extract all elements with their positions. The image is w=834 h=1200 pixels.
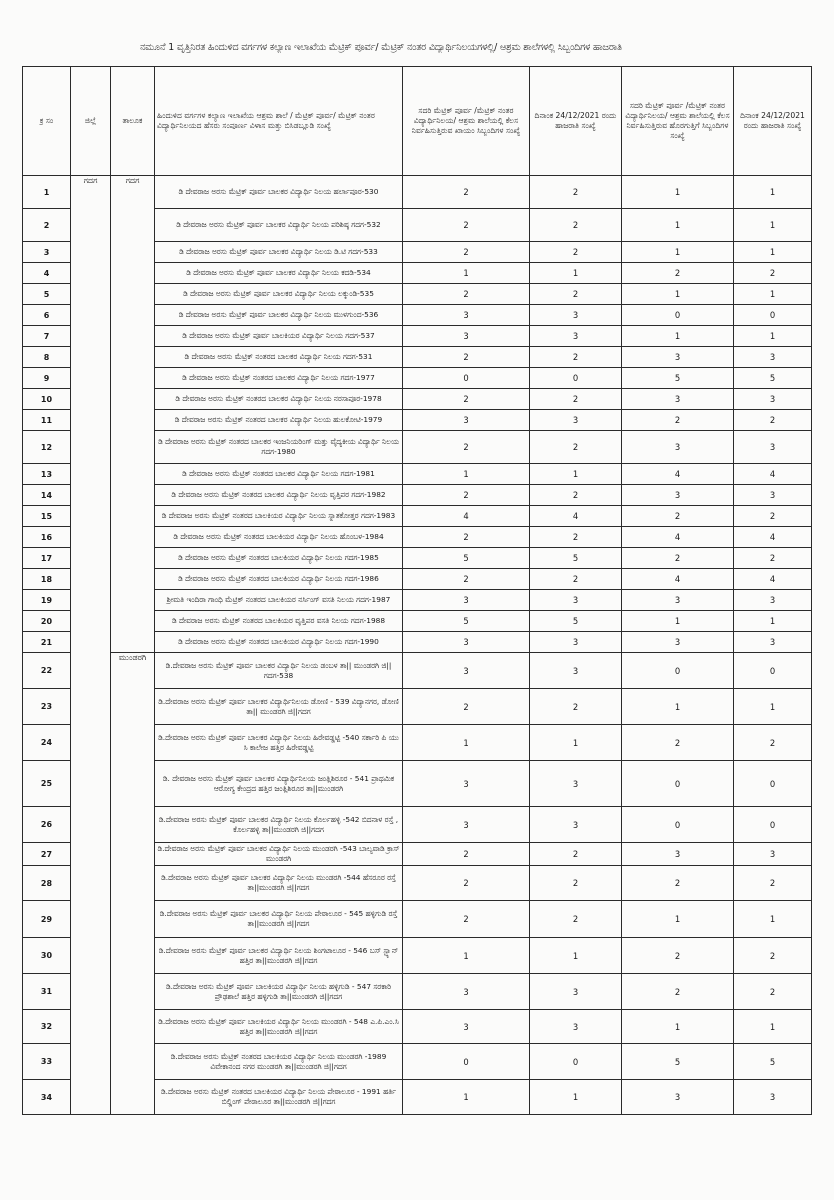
cell-permanent-staff: 1 <box>403 1080 530 1115</box>
cell-permanent-attendance: 2 <box>530 209 622 242</box>
cell-outsourced-attendance: 2 <box>734 506 812 527</box>
cell-permanent-staff: 0 <box>403 1044 530 1080</box>
cell-taluk: ಮುಂಡರಗಿ <box>111 653 155 1115</box>
document-title: ನಮೂನೆ 1 ವೃತ್ತಿನಿರತ ಹಿಂದುಳಿದ ವರ್ಗಗಳ ಕಲ್ಯಾಣ ಇಲಾಖೆಯ ಮೆಟ್ರಿಕ್ ಪೂರ್ವ/ ಮೆಟ್ರಿಕ್ ನಂತರ ವಿದ್ಯಾರ್ಥಿನಿಲಯಗಳಲ್ಲಿ/ ಆಶ್ರಮ ಶಾಲೆಗಳಲ್ಲಿ ಸಿಬ್ಬಂದಿಗಳ ಹಾಜರಾತಿ <box>140 42 622 53</box>
cell-permanent-attendance: 3 <box>530 590 622 611</box>
cell-hostel-name: ಡಿ.ದೇವರಾಜ ಅರಸು ಮೆಟ್ರಿಕ್ ನಂತರದ ಬಾಲಕಿಯರ ವಿದ್ಯಾರ್ಥಿ ನಿಲಯ ಮುಂಡರಗಿ -1989 ವಿವೇಕಾನಂದ ನಗರ ಮುಂಡರಗಿ ತಾ||ಮುಂಡರಗಿ ಜಿ||ಗದಗ <box>155 1044 403 1080</box>
cell-permanent-attendance: 4 <box>530 506 622 527</box>
cell-sl-no: 29 <box>23 901 71 938</box>
cell-outsourced-staff: 2 <box>622 548 734 569</box>
cell-outsourced-staff: 1 <box>622 901 734 938</box>
cell-hostel-name: ಡಿ.ದೇವರಾಜ ಅರಸು ಮೆಟ್ರಿಕ್ ಪೂರ್ವ ಬಾಲಕರ ವಿದ್ಯಾರ್ಥಿ ನಿಲಯ ಡಂಬಳ ತಾ|| ಮುಂಡರಗಿ ಜಿ||ಗದಗ-538 <box>155 653 403 689</box>
cell-permanent-attendance: 1 <box>530 938 622 974</box>
cell-permanent-staff: 2 <box>403 901 530 938</box>
cell-permanent-staff: 1 <box>403 263 530 284</box>
cell-permanent-attendance: 2 <box>530 527 622 548</box>
header-taluk: ತಾಲೂಕ <box>111 67 155 176</box>
cell-hostel-name: ಡಿ ದೇವರಾಜ ಅರಸು ಮೆಟ್ರಿಕ್ ನಂತರದ ಬಾಲಕಿಯರ ವಿದ್ಯಾರ್ಥಿ ನಿಲಯ ಗದಗ-1986 <box>155 569 403 590</box>
attendance-table <box>22 66 812 1115</box>
cell-sl-no: 23 <box>23 689 71 725</box>
table-row <box>23 653 812 689</box>
cell-permanent-attendance: 2 <box>530 242 622 263</box>
cell-outsourced-staff: 5 <box>622 1044 734 1080</box>
cell-hostel-name: ಡಿ ದೇವರಾಜ ಅರಸು ಮೆಟ್ರಿಕ್ ಪೂರ್ವ ಬಾಲಕರ ವಿದ್ಯಾರ್ಥಿ ನಿಲಯ ಕದಡಿ-534 <box>155 263 403 284</box>
cell-permanent-staff: 3 <box>403 632 530 653</box>
cell-outsourced-staff: 3 <box>622 590 734 611</box>
cell-sl-no: 34 <box>23 1080 71 1115</box>
cell-permanent-staff: 3 <box>403 590 530 611</box>
cell-hostel-name: ಶ್ರೀಮತಿ ಇಂದಿರಾ ಗಾಂಧಿ ಮೆಟ್ರಿಕ್ ನಂತರದ ಬಾಲಕಿಯರ ನರ್ಸಿಂಗ್ ವಸತಿ ನಿಲಯ ಗದಗ-1987 <box>155 590 403 611</box>
cell-outsourced-staff: 4 <box>622 527 734 548</box>
table-row <box>23 176 812 209</box>
cell-permanent-staff: 2 <box>403 347 530 368</box>
cell-permanent-attendance: 0 <box>530 1044 622 1080</box>
cell-permanent-staff: 2 <box>403 866 530 901</box>
cell-hostel-name: ಡಿ ದೇವರಾಜ ಅರಸು ಮೆಟ್ರಿಕ್ ನಂತರದ ಬಾಲಕರ ವಿದ್ಯಾರ್ಥಿ ನಿಲಯ ಗದಗ-1977 <box>155 368 403 389</box>
cell-permanent-staff: 2 <box>403 284 530 305</box>
cell-hostel-name: ಡಿ ದೇವರಾಜ ಅರಸು ಮೆಟ್ರಿಕ್ ಪೂರ್ವ ಬಾಲಕರ ವಿದ್ಯಾರ್ಥಿ ನಿಲಯ ಮುಳಗುಂದ-536 <box>155 305 403 326</box>
cell-outsourced-attendance: 2 <box>734 938 812 974</box>
cell-sl-no: 11 <box>23 410 71 431</box>
cell-outsourced-staff: 5 <box>622 368 734 389</box>
cell-outsourced-attendance: 1 <box>734 689 812 725</box>
cell-outsourced-attendance: 3 <box>734 590 812 611</box>
cell-permanent-attendance: 2 <box>530 485 622 506</box>
cell-sl-no: 8 <box>23 347 71 368</box>
cell-permanent-attendance: 3 <box>530 632 622 653</box>
cell-sl-no: 30 <box>23 938 71 974</box>
cell-outsourced-staff: 1 <box>622 209 734 242</box>
cell-permanent-attendance: 5 <box>530 548 622 569</box>
cell-taluk: ಗದಗ <box>111 176 155 653</box>
cell-sl-no: 17 <box>23 548 71 569</box>
cell-outsourced-attendance: 5 <box>734 368 812 389</box>
cell-outsourced-attendance: 4 <box>734 464 812 485</box>
cell-hostel-name: ಡಿ.ದೇವರಾಜ ಅರಸು ಮೆಟ್ರಿಕ್ ಪೂರ್ವ ಬಾಲಕರ ವಿದ್ಯಾರ್ಥಿ ನಿಲಯ ಮುಂಡರಗಿ -544 ಹೆಸರೂರ ರಸ್ತೆ ತಾ||ಮುಂಡರಗಿ ಜಿ||ಗದಗ <box>155 866 403 901</box>
cell-permanent-attendance: 1 <box>530 263 622 284</box>
cell-permanent-staff: 2 <box>403 485 530 506</box>
cell-hostel-name: ಡಿ ದೇವರಾಜ ಅರಸು ಮೆಟ್ರಿಕ್ ನಂತರದ ಬಾಲಕರ ವಿದ್ಯಾರ್ಥಿ ನಿಲಯ ವೃತ್ತಿಪರ ಗದಗ-1982 <box>155 485 403 506</box>
cell-sl-no: 19 <box>23 590 71 611</box>
cell-outsourced-staff: 2 <box>622 974 734 1010</box>
cell-hostel-name: ಡಿ.ದೇವರಾಜ ಅರಸು ಮೆಟ್ರಿಕ್ ಪೂರ್ವ ಬಾಲಕಿಯರ ವಿದ್ಯಾರ್ಥಿ ನಿಲಯ ಹಳ್ಳಿಗುಡಿ - 547 ಸರಕಾರಿ ಪ್ರೌಢಶಾಲೆ ಹತ್ತಿರ ಹಳ್ಳಿಗುಡಿ ತಾ||ಮುಂಡರಗಿ ಜಿ||ಗದಗ <box>155 974 403 1010</box>
cell-sl-no: 31 <box>23 974 71 1010</box>
cell-hostel-name: ಡಿ.ದೇವರಾಜ ಅರಸು ಮೆಟ್ರಿಕ್ ಪೂರ್ವ ಬಾಲಕರ ವಿದ್ಯಾರ್ಥಿ ನಿಲಯ ಶಿಂಗಟಾಲೂರ - 546 ಬಸ್ ಸ್ಟ್ಯಾನ್ ಹತ್ತಿರ ತಾ||ಮುಂಡರಗಿ ಜಿ||ಗದಗ <box>155 938 403 974</box>
cell-permanent-attendance: 2 <box>530 569 622 590</box>
cell-permanent-staff: 3 <box>403 326 530 347</box>
cell-sl-no: 26 <box>23 807 71 843</box>
cell-permanent-attendance: 3 <box>530 326 622 347</box>
cell-outsourced-staff: 1 <box>622 176 734 209</box>
cell-outsourced-staff: 2 <box>622 410 734 431</box>
cell-permanent-staff: 3 <box>403 305 530 326</box>
cell-permanent-staff: 3 <box>403 761 530 807</box>
header-outsourced-attendance: ದಿನಾಂಕ 24/12/2021 ರಂದು ಹಾಜರಾತಿ ಸಂಖ್ಯೆ <box>734 67 812 176</box>
cell-outsourced-staff: 1 <box>622 1010 734 1044</box>
cell-permanent-attendance: 3 <box>530 305 622 326</box>
cell-permanent-attendance: 3 <box>530 1010 622 1044</box>
cell-outsourced-staff: 4 <box>622 569 734 590</box>
cell-hostel-name: ಡಿ ದೇವರಾಜ ಅರಸು ಮೆಟ್ರಿಕ್ ನಂತರದ ಬಾಲಕರ ವಿದ್ಯಾರ್ಥಿ ನಿಲಯ ಗದಗ-1981 <box>155 464 403 485</box>
cell-permanent-attendance: 3 <box>530 410 622 431</box>
cell-sl-no: 6 <box>23 305 71 326</box>
cell-hostel-name: ಡಿ.ದೇವರಾಜ ಅರಸು ಮೆಟ್ರಿಕ್ ಪೂರ್ವ ಬಾಲಕರ ವಿದ್ಯಾರ್ಥಿ ನಿಲಯ ಮುಂಡರಗಿ -543 ಬಾಲ್ಯವಾಡಿ ಕ್ರಾಸ್ ಮುಂಡರಗಿ <box>155 843 403 866</box>
cell-hostel-name: ಡಿ.ದೇವರಾಜ ಅರಸು ಮೆಟ್ರಿಕ್ ನಂತರದ ಬಾಲಕಿಯರ ವಿದ್ಯಾರ್ಥಿ ನಿಲಯ ಪೇಠಾಲೂರ - 1991 ಹರ್ತಿ ಬಿಲ್ಡಿಂಗ್ ಪೇಠಾಲೂರ ತಾ||ಮುಂಡರಗಿ ಜಿ||ಗದಗ <box>155 1080 403 1115</box>
cell-permanent-staff: 0 <box>403 368 530 389</box>
cell-permanent-attendance: 2 <box>530 347 622 368</box>
cell-sl-no: 3 <box>23 242 71 263</box>
header-outsourced-staff: ಸದರಿ ಮೆಟ್ರಿಕ್ ಪೂರ್ವ /ಮೆಟ್ರಿಕ್ ನಂತರ ವಿದ್ಯಾರ್ಥಿನಿಲಯ/ ಆಶ್ರಮ ಶಾಲೆಯಲ್ಲಿ ಕೆಲಸ ನಿರ್ವಹಿಸುತ್ತಿರುವ ಹೊರಗುತ್ತಿಗೆ ಸಿಬ್ಬಂದಿಗಳ ಸಂಖ್ಯೆ <box>622 67 734 176</box>
cell-sl-no: 2 <box>23 209 71 242</box>
cell-permanent-staff: 3 <box>403 974 530 1010</box>
cell-permanent-staff: 2 <box>403 689 530 725</box>
cell-outsourced-staff: 2 <box>622 938 734 974</box>
cell-outsourced-attendance: 3 <box>734 485 812 506</box>
cell-outsourced-attendance: 3 <box>734 632 812 653</box>
cell-permanent-attendance: 1 <box>530 1080 622 1115</box>
cell-permanent-attendance: 1 <box>530 725 622 761</box>
cell-outsourced-staff: 1 <box>622 689 734 725</box>
cell-hostel-name: ಡಿ.ದೇವರಾಜ ಅರಸು ಮೆಟ್ರಿಕ್ ಪೂರ್ವ ಬಾಲಕರ ವಿದ್ಯಾರ್ಥಿ ನಿಲಯ ಕೊರ್ಲಹಳ್ಳಿ -542 ಬಿದನಾಳ ರಸ್ತೆ , ಕೊರ್ಲಹಳ್ಳಿ ತಾ||ಮುಂಡರಗಿ ಜಿ||ಗದಗ <box>155 807 403 843</box>
cell-outsourced-attendance: 1 <box>734 1010 812 1044</box>
cell-hostel-name: ಡಿ.ದೇವರಾಜ ಅರಸು ಮೆಟ್ರಿಕ್ ಪೂರ್ವ ಬಾಲಕರ ವಿದ್ಯಾರ್ಥಿ ನಿಲಯ ಪೇಠಾಲೂರ - 545 ಹಳ್ಳಿಗುಡಿ ರಸ್ತೆ ತಾ||ಮುಂಡರಗಿ ಜಿ||ಗದಗ <box>155 901 403 938</box>
cell-outsourced-attendance: 0 <box>734 653 812 689</box>
cell-permanent-staff: 1 <box>403 464 530 485</box>
cell-hostel-name: ಡಿ ದೇವರಾಜ ಅರಸು ಮೆಟ್ರಿಕ್ ನಂತರದ ಬಾಲಕಿಯರ ವಿದ್ಯಾರ್ಥಿ ನಿಲಯ ಗದಗ-1985 <box>155 548 403 569</box>
cell-sl-no: 7 <box>23 326 71 347</box>
cell-outsourced-staff: 3 <box>622 485 734 506</box>
cell-outsourced-attendance: 3 <box>734 1080 812 1115</box>
cell-outsourced-attendance: 2 <box>734 410 812 431</box>
cell-outsourced-staff: 3 <box>622 431 734 464</box>
header-hostel-name: ಹಿಂದುಳಿದ ವರ್ಗಗಳ ಕಲ್ಯಾಣ ಇಲಾಖೆಯ ಆಶ್ರಮ ಶಾಲೆ / ಮೆಟ್ರಿಕ್ ಪೂರ್ವ/ ಮೆಟ್ರಿಕ್ ನಂತರ ವಿದ್ಯಾರ್ಥಿನಿಲಯದ ಹೆಸರು ಸಂಪೂರ್ಣ ವಿಳಾಸ ಮತ್ತು ಬಿಸಿಡಬ್ಲೂಡಿ ಸಂಖ್ಯೆ <box>155 67 403 176</box>
cell-outsourced-staff: 3 <box>622 389 734 410</box>
cell-hostel-name: ಡಿ ದೇವರಾಜ ಅರಸು ಮೆಟ್ರಿಕ್ ಪೂರ್ವ ಬಾಲಕಿಯರ ವಿದ್ಯಾರ್ಥಿ ನಿಲಯ ಗದಗ-537 <box>155 326 403 347</box>
cell-hostel-name: ಡಿ ದೇವರಾಜ ಅರಸು ಮೆಟ್ರಿಕ್ ನಂತರದ ಬಾಲಕರ ಇಂಜನಿಯರಿಂಗ್ ಮತ್ತು ವೈದ್ಯಕೀಯ ವಿದ್ಯಾರ್ಥಿ ನಿಲಯ ಗದಗ-1980 <box>155 431 403 464</box>
cell-sl-no: 25 <box>23 761 71 807</box>
cell-permanent-attendance: 0 <box>530 368 622 389</box>
cell-outsourced-staff: 1 <box>622 611 734 632</box>
cell-permanent-staff: 2 <box>403 843 530 866</box>
cell-hostel-name: ಡಿ ದೇವರಾಜ ಅರಸು ಮೆಟ್ರಿಕ್ ನಂತರದ ಬಾಲಕಿಯರ ವಿದ್ಯಾರ್ಥಿ ನಿಲಯ ಸ್ನಾತಕೋತ್ತರ ಗದಗ-1983 <box>155 506 403 527</box>
cell-sl-no: 16 <box>23 527 71 548</box>
cell-outsourced-attendance: 3 <box>734 843 812 866</box>
cell-outsourced-staff: 0 <box>622 653 734 689</box>
cell-outsourced-attendance: 0 <box>734 305 812 326</box>
cell-district: ಗದಗ <box>71 176 111 1115</box>
cell-sl-no: 18 <box>23 569 71 590</box>
cell-outsourced-attendance: 2 <box>734 974 812 1010</box>
cell-outsourced-attendance: 1 <box>734 209 812 242</box>
cell-hostel-name: ಡಿ ದೇವರಾಜ ಅರಸು ಮೆಟ್ರಿಕ್ ನಂತರದ ಬಾಲಕರ ವಿದ್ಯಾರ್ಥಿ ನಿಲಯ ಹುಲಕೋಟಿ-1979 <box>155 410 403 431</box>
cell-hostel-name: ಡಿ.ದೇವರಾಜ ಅರಸು ಮೆಟ್ರಿಕ್ ಪೂರ್ವ ಬಾಲಕರ ವಿದ್ಯಾರ್ಥಿ ನಿಲಯ ಹಿರೇವಡ್ಡಟ್ಟಿ -540 ಸರ್ಕಾರಿ ಪಿ ಯು ಸಿ ಕಾಲೇಜ ಹತ್ತಿರ ಹಿರೇವಡ್ಡಟ್ಟಿ <box>155 725 403 761</box>
cell-outsourced-staff: 3 <box>622 1080 734 1115</box>
cell-outsourced-attendance: 2 <box>734 263 812 284</box>
cell-permanent-attendance: 2 <box>530 176 622 209</box>
cell-hostel-name: ಡಿ ದೇವರಾಜ ಅರಸು ಮೆಟ್ರಿಕ್ ನಂತರದ ಬಾಲಕರ ವಿದ್ಯಾರ್ಥಿ ನಿಲಯ ಗದಗ-531 <box>155 347 403 368</box>
cell-hostel-name: ಡಿ ದೇವರಾಜ ಅರಸು ಮೆಟ್ರಿಕ್ ನಂತರದ ಬಾಲಕರ ವಿದ್ಯಾರ್ಥಿ ನಿಲಯ ನರಸಾಪೂರ-1978 <box>155 389 403 410</box>
cell-sl-no: 12 <box>23 431 71 464</box>
cell-sl-no: 9 <box>23 368 71 389</box>
cell-permanent-staff: 5 <box>403 611 530 632</box>
cell-outsourced-attendance: 1 <box>734 611 812 632</box>
cell-permanent-attendance: 2 <box>530 866 622 901</box>
cell-hostel-name: ಡಿ ದೇವರಾಜ ಅರಸು ಮೆಟ್ರಿಕ್ ಪೂರ್ವ ಬಾಲಕರ ವಿದ್ಯಾರ್ಥಿ ನಿಲಯ ಹರ್ಲಾಪೂರ-530 <box>155 176 403 209</box>
cell-outsourced-staff: 1 <box>622 242 734 263</box>
cell-permanent-attendance: 3 <box>530 974 622 1010</box>
cell-permanent-attendance: 3 <box>530 653 622 689</box>
cell-permanent-staff: 1 <box>403 725 530 761</box>
cell-outsourced-attendance: 0 <box>734 761 812 807</box>
cell-outsourced-staff: 4 <box>622 464 734 485</box>
cell-outsourced-staff: 2 <box>622 506 734 527</box>
cell-permanent-attendance: 2 <box>530 389 622 410</box>
cell-permanent-staff: 2 <box>403 209 530 242</box>
cell-outsourced-attendance: 3 <box>734 389 812 410</box>
cell-hostel-name: ಡಿ ದೇವರಾಜ ಅರಸು ಮೆಟ್ರಿಕ್ ನಂತರದ ಬಾಲಕಿಯರ ವೃತ್ತಿಪರ ವಸತಿ ನಿಲಯ ಗದಗ-1988 <box>155 611 403 632</box>
cell-outsourced-staff: 1 <box>622 284 734 305</box>
cell-permanent-staff: 4 <box>403 506 530 527</box>
table-header-row <box>23 67 812 176</box>
cell-sl-no: 32 <box>23 1010 71 1044</box>
cell-outsourced-attendance: 5 <box>734 1044 812 1080</box>
cell-hostel-name: ಡಿ. ದೇವರಾಜ ಅರಸು ಮೆಟ್ರಿಕ್ ಪೂರ್ವ ಬಾಲಕರ ವಿದ್ಯಾರ್ಥಿನಿಲಯ ಜಂತ್ಲಿಶಿರೂರ - 541 ಪ್ರಾಥಮಿಕ ಆರೋಗ್ಯ ಕೇಂದ್ರದ ಹತ್ತಿರ ಜಂತ್ಲಿಶಿರೂರ ತಾ||ಮುಂಡರಗಿ <box>155 761 403 807</box>
cell-outsourced-attendance: 1 <box>734 901 812 938</box>
cell-permanent-attendance: 2 <box>530 689 622 725</box>
cell-permanent-staff: 2 <box>403 176 530 209</box>
cell-hostel-name: ಡಿ ದೇವರಾಜ ಅರಸು ಮೆಟ್ರಿಕ್ ಪೂರ್ವ ಬಾಲಕರ ವಿದ್ಯಾರ್ಥಿ ನಿಲಯ ಲಕ್ಕುಂಡಿ-535 <box>155 284 403 305</box>
cell-outsourced-attendance: 1 <box>734 284 812 305</box>
header-permanent-attendance: ದಿನಾಂಕ 24/12/2021 ರಂದು ಹಾಜರಾತಿ ಸಂಖ್ಯೆ <box>530 67 622 176</box>
cell-sl-no: 20 <box>23 611 71 632</box>
cell-permanent-staff: 3 <box>403 807 530 843</box>
cell-outsourced-attendance: 1 <box>734 176 812 209</box>
cell-hostel-name: ಡಿ.ದೇವರಾಜ ಅರಸು ಮೆಟ್ರಿಕ್ ಪೂರ್ವ ಬಾಲಕರ ವಿದ್ಯಾರ್ಥಿನಿಲಯ ಡೋಣಿ - 539 ವಿದ್ಯಾನಗರ, ಡೋಣಿ ತಾ|| ಮುಂಡರಗಿ ಜಿ||ಗದಗ <box>155 689 403 725</box>
cell-outsourced-staff: 0 <box>622 807 734 843</box>
cell-outsourced-staff: 0 <box>622 305 734 326</box>
cell-outsourced-staff: 3 <box>622 843 734 866</box>
cell-outsourced-attendance: 1 <box>734 242 812 263</box>
cell-hostel-name: ಡಿ ದೇವರಾಜ ಅರಸು ಮೆಟ್ರಿಕ್ ಪೂರ್ವ ಬಾಲಕರ ವಿದ್ಯಾರ್ಥಿ ನಿಲಯ ಪರಿಶಿಷ್ಠ ಗದಗ-532 <box>155 209 403 242</box>
cell-permanent-staff: 2 <box>403 431 530 464</box>
table-body <box>23 176 812 1115</box>
cell-outsourced-attendance: 1 <box>734 326 812 347</box>
cell-outsourced-attendance: 4 <box>734 527 812 548</box>
cell-permanent-attendance: 5 <box>530 611 622 632</box>
cell-permanent-staff: 3 <box>403 410 530 431</box>
cell-permanent-attendance: 2 <box>530 901 622 938</box>
cell-outsourced-staff: 1 <box>622 326 734 347</box>
cell-sl-no: 15 <box>23 506 71 527</box>
cell-permanent-staff: 3 <box>403 653 530 689</box>
header-district: ಜಿಲ್ಲೆ <box>71 67 111 176</box>
cell-sl-no: 22 <box>23 653 71 689</box>
cell-outsourced-attendance: 2 <box>734 725 812 761</box>
cell-permanent-attendance: 3 <box>530 761 622 807</box>
cell-outsourced-staff: 2 <box>622 725 734 761</box>
cell-outsourced-attendance: 3 <box>734 431 812 464</box>
cell-sl-no: 33 <box>23 1044 71 1080</box>
cell-sl-no: 5 <box>23 284 71 305</box>
cell-outsourced-staff: 3 <box>622 347 734 368</box>
cell-permanent-attendance: 3 <box>530 807 622 843</box>
cell-sl-no: 27 <box>23 843 71 866</box>
cell-permanent-attendance: 2 <box>530 431 622 464</box>
cell-outsourced-staff: 3 <box>622 632 734 653</box>
cell-hostel-name: ಡಿ ದೇವರಾಜ ಅರಸು ಮೆಟ್ರಿಕ್ ನಂತರದ ಬಾಲಕಿಯರ ವಿದ್ಯಾರ್ಥಿ ನಿಲಯ ಗದಗ-1990 <box>155 632 403 653</box>
header-permanent-staff: ಸದರಿ ಮೆಟ್ರಿಕ್ ಪೂರ್ವ /ಮೆಟ್ರಿಕ್ ನಂತರ ವಿದ್ಯಾರ್ಥಿನಿಲಯ/ ಆಶ್ರಮ ಶಾಲೆಯಲ್ಲಿ ಕೆಲಸ ನಿರ್ವಹಿಸುತ್ತಿರುವ ಖಾಯಂ ಸಿಬ್ಬಂದಿಗಳ ಸಂಖ್ಯೆ <box>403 67 530 176</box>
cell-hostel-name: ಡಿ ದೇವರಾಜ ಅರಸು ಮೆಟ್ರಿಕ್ ಪೂರ್ವ ಬಾಲಕರ ವಿದ್ಯಾರ್ಥಿ ನಿಲಯ ಡಿ.ಟಿ ಗದಗ-533 <box>155 242 403 263</box>
cell-outsourced-staff: 0 <box>622 761 734 807</box>
cell-outsourced-attendance: 0 <box>734 807 812 843</box>
cell-sl-no: 4 <box>23 263 71 284</box>
cell-hostel-name: ಡಿ.ದೇವರಾಜ ಅರಸು ಮೆಟ್ರಿಕ್ ಪೂರ್ವ ಬಾಲಕಿಯರ ವಿದ್ಯಾರ್ಥಿ ನಿಲಯ ಮುಂಡರಗಿ - 548 ಎ.ಪಿ.ಎಂ.ಸಿ ಹತ್ತಿರ ತಾ||ಮುಂಡರಗಿ ಜಿ||ಗದಗ <box>155 1010 403 1044</box>
cell-sl-no: 21 <box>23 632 71 653</box>
cell-permanent-staff: 2 <box>403 389 530 410</box>
cell-outsourced-attendance: 3 <box>734 347 812 368</box>
cell-permanent-attendance: 2 <box>530 843 622 866</box>
cell-sl-no: 1 <box>23 176 71 209</box>
cell-outsourced-staff: 2 <box>622 263 734 284</box>
header-sl-no: ಕ್ರ ಸಂ <box>23 67 71 176</box>
cell-permanent-attendance: 2 <box>530 284 622 305</box>
cell-permanent-staff: 1 <box>403 938 530 974</box>
cell-outsourced-attendance: 2 <box>734 866 812 901</box>
cell-sl-no: 24 <box>23 725 71 761</box>
cell-permanent-staff: 2 <box>403 527 530 548</box>
cell-permanent-staff: 5 <box>403 548 530 569</box>
cell-hostel-name: ಡಿ ದೇವರಾಜ ಅರಸು ಮೆಟ್ರಿಕ್ ನಂತರದ ಬಾಲಕಿಯರ ವಿದ್ಯಾರ್ಥಿ ನಿಲಯ ಹೊಂಬಳ-1984 <box>155 527 403 548</box>
cell-sl-no: 10 <box>23 389 71 410</box>
cell-outsourced-attendance: 4 <box>734 569 812 590</box>
cell-sl-no: 28 <box>23 866 71 901</box>
cell-permanent-staff: 2 <box>403 569 530 590</box>
cell-permanent-staff: 3 <box>403 1010 530 1044</box>
cell-permanent-staff: 2 <box>403 242 530 263</box>
cell-outsourced-attendance: 2 <box>734 548 812 569</box>
cell-outsourced-staff: 2 <box>622 866 734 901</box>
cell-permanent-attendance: 1 <box>530 464 622 485</box>
cell-sl-no: 13 <box>23 464 71 485</box>
cell-sl-no: 14 <box>23 485 71 506</box>
